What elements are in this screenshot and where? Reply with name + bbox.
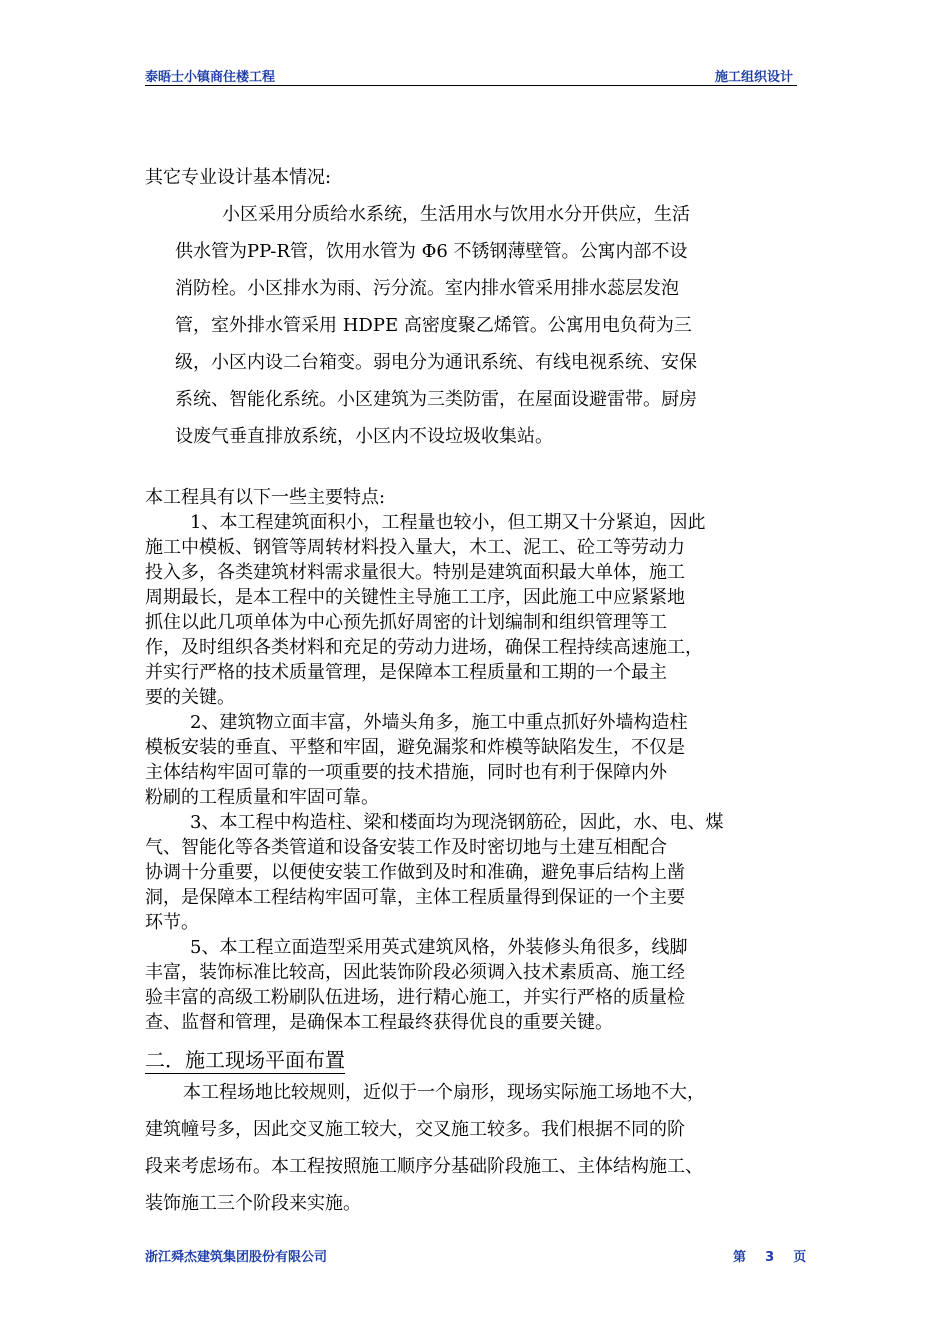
features-line: 模板安装的垂直、平整和牢固，避免漏浆和炸模等缺陷发生，不仅是 [145, 737, 685, 758]
features-line: 查、监督和管理，是确保本工程最终获得优良的重要关键。 [145, 1012, 613, 1033]
features-line: 环节。 [145, 912, 199, 933]
features-line: 协调十分重要，以便使安装工作做到及时和准确，避免事后结构上凿 [145, 862, 685, 883]
header-project-title: 泰晤士小镇商住楼工程 [145, 70, 276, 85]
page-number-label [733, 1246, 806, 1265]
other-design-line: 系统、智能化系统。小区建筑为三类防雷，在屋面设避雷带。厨房 [175, 389, 697, 410]
page-header [145, 64, 797, 86]
features-line: 主体结构牢固可靠的一项重要的技术措施，同时也有利于保障内外 [145, 762, 667, 783]
features-line: 5、本工程立面造型采用英式建筑风格，外装修头角很多，线脚 [190, 937, 688, 958]
other-design-line: 供水管为PP-R管，饮用水管为 Φ6 不锈钢薄壁管。公寓内部不设 [175, 241, 688, 262]
section2-line: 建筑幢号多，因此交叉施工较大，交叉施工较多。我们根据不同的阶 [145, 1119, 685, 1140]
features-line: 并实行严格的技术质量管理，是保障本工程质量和工期的一个最主 [145, 662, 667, 683]
other-design-line: 级，小区内设二台箱变。弱电分为通讯系统、有线电视系统、安保 [175, 352, 697, 373]
other-design-line: 设废气垂直排放系统，小区内不设垃圾收集站。 [175, 426, 553, 447]
features-line: 粉刷的工程质量和牢固可靠。 [145, 787, 379, 808]
section2-line: 装饰施工三个阶段来实施。 [145, 1193, 361, 1214]
features-line: 投入多，各类建筑材料需求量很大。特别是建筑面积最大单体，施工 [145, 562, 685, 583]
other-design-line: 管，室外排水管采用 HDPE 高密度聚乙烯管。公寓用电负荷为三 [175, 315, 692, 336]
section2-line: 段来考虑场布。本工程按照施工顺序分基础阶段施工、主体结构施工、 [145, 1156, 703, 1177]
features-line: 作，及时组织各类材料和充足的劳动力进场，确保工程持续高速施工， [145, 637, 703, 658]
features-line: 气、智能化等各类管道和设备安装工作及时密切地与土建互相配合 [145, 837, 667, 858]
page-prefix: 第 [733, 1250, 747, 1265]
features-heading: 本工程具有以下一些主要特点: [145, 487, 386, 508]
features-line: 2、建筑物立面丰富，外墙头角多，施工中重点抓好外墙构造柱 [190, 712, 688, 733]
features-line: 丰富，装饰标准比较高，因此装饰阶段必须调入技术素质高、施工经 [145, 962, 685, 983]
features-line: 抓住以此几项单体为中心预先抓好周密的计划编制和组织管理等工 [145, 612, 667, 633]
features-line: 1、本工程建筑面积小，工程量也较小，但工期又十分紧迫，因此 [190, 512, 706, 533]
features-line: 施工中模板、钢管等周转材料投入量大，木工、泥工、砼工等劳动力 [145, 537, 685, 558]
features-line: 3、本工程中构造柱、梁和楼面均为现浇钢筋砼，因此，水、电、煤 [190, 812, 724, 833]
header-document-type: 施工组织设计 [714, 70, 793, 85]
section2-line: 本工程场地比较规则，近似于一个扇形，现场实际施工场地不大， [183, 1082, 705, 1103]
other-design-line: 小区采用分质给水系统，生活用水与饮用水分开供应，生活 [222, 204, 690, 225]
features-line: 洞，是保障本工程结构牢固可靠，主体工程质量得到保证的一个主要 [145, 887, 685, 908]
features-line: 验丰富的高级工粉刷队伍进场，进行精心施工，并实行严格的质量检 [145, 987, 685, 1008]
page-suffix: 页 [793, 1250, 807, 1265]
features-line: 要的关键。 [145, 687, 235, 708]
features-line: 周期最长，是本工程中的关键性主导施工工序，因此施工中应紧紧地 [145, 587, 685, 608]
footer-company: 浙江舜杰建筑集团股份有限公司 [145, 1250, 328, 1265]
other-design-line: 消防栓。小区排水为雨、污分流。室内排水管采用排水蕊层发泡 [175, 278, 679, 299]
section-title: 二．施工现场平面布置 [145, 1048, 345, 1072]
page-number: 3 [765, 1250, 775, 1265]
other-design-heading: 其它专业设计基本情况: [145, 167, 332, 188]
